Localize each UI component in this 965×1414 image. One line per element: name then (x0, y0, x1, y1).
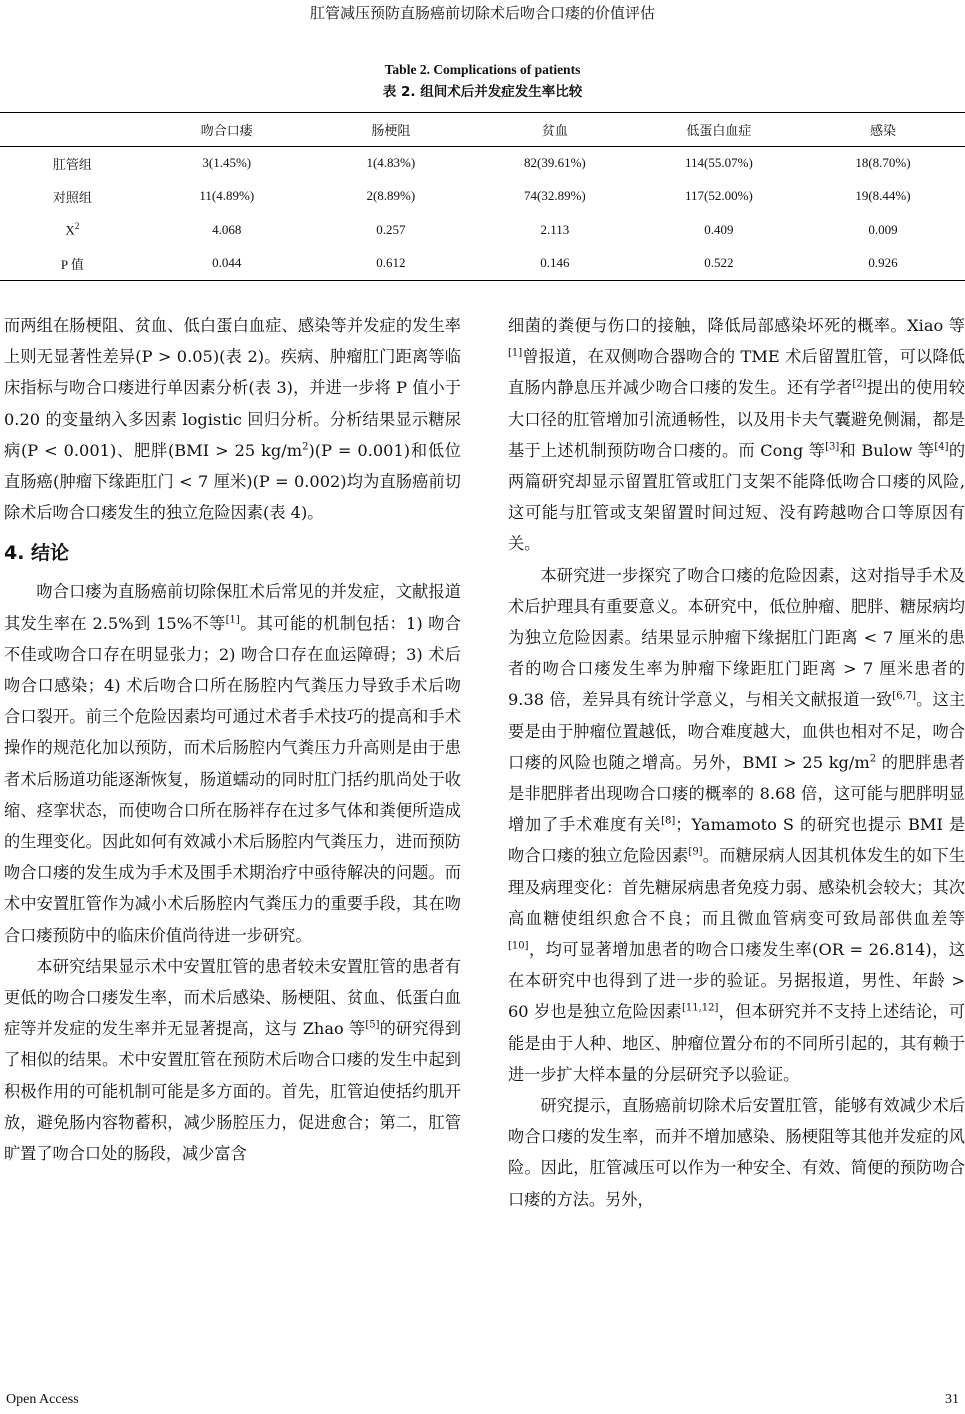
table-header-cell: 感染 (801, 113, 965, 147)
table-cell: 肛管组 (52, 156, 92, 172)
paragraph: 细菌的粪便与伤口的接触，降低局部感染坏死的概率。Xiao 等[1]曾报道，在双侧吻合器吻合的 TME 术后留置肛管，可以降低直肠内静息压并减少吻合口瘘的发生。还有学者[2]提出的使用较大口径的肛管增加引流通畅性，以及用卡夫气囊避免侧漏，都是基于上述机制预防吻合口瘘的。而 Cong 等[3]和 Bulow 等[4]的两篇研究却显示留置肛管或肛门支架不能降低吻合口瘘的风险,这可能与肛管或支架留置时间过短、没有跨越吻合口等原因有关。 (508, 316, 965, 554)
table-cell: 82(39.61%) (523, 155, 586, 170)
table-cell: P 值 (0, 247, 145, 281)
table-cell: 2(8.89%) (366, 188, 416, 204)
table-cell: 11(4.89%) (199, 188, 255, 204)
table-cell: 对照组 (52, 189, 92, 205)
table-header-cell: 贫血 (473, 113, 637, 147)
table-cell: 1(4.83%) (366, 155, 416, 170)
table-cell: 0.926 (801, 247, 965, 281)
table-caption-zh: 表 2. 组间术后并发症发生率比较 (382, 84, 583, 100)
table-cell: 117(52.00%) (685, 188, 753, 204)
table-header-cell: 吻合口瘘 (145, 113, 309, 147)
table-cell: 0.522 (637, 247, 801, 281)
table-row (0, 247, 965, 281)
section-heading: 4. 结论 (4, 542, 70, 565)
table-cell: 0.257 (376, 221, 406, 237)
paragraph: 本研究结果显示术中安置肛管的患者较未安置肛管的患者有更低的吻合口瘘发生率，而术后感染、肠梗阻、贫血、低蛋白血症等并发症的发生率并无显著提高，这与 Zhao 等[5]的研究得到了相似的结果。术中安置肛管在预防术后吻合口瘘的发生中起到积极作用的可能机制可能是多方面的。首先，肛管迫使括约肌开放，避免肠内容物蓄积，减少肠腔压力，促进愈合；第二，肛管旷置了吻合口处的肠段，减少富含 (4, 956, 462, 1164)
table-cell: 0.009 (868, 221, 898, 237)
table-cell: 0.409 (704, 221, 734, 237)
table-cell: 3(1.45%) (202, 155, 252, 170)
table-row (0, 146, 965, 180)
right-column (508, 310, 965, 1215)
table-header-cell (0, 113, 145, 147)
paragraph: 而两组在肠梗阻、贫血、低白蛋白血症、感染等并发症的发生率上则无显著性差异(P > 0.05)(表 2)。疾病、肿瘤肛门距离等临床指标与吻合口瘘进行单因素分析(表 3)，并进一步将 P 值小于 0.20 的变量纳入多因素 logistic 回归分析。分析结果显示糖尿病(P < 0.001)、肥胖(BMI > 25 $kg/m^2)(P = 0.001)$和低位直肠癌(肿瘤下缘距肛门 < 7 厘米)(P = 0.002)均为直肠癌前切除术后吻合口瘘发生的独立危险因素(表 4)。 (4, 316, 461, 523)
table-header-cell: 肠梗阻 (309, 113, 473, 147)
table-cell: 19(8.44%) (855, 188, 911, 204)
table-header-cell: 低蛋白血症 (637, 113, 801, 147)
table-cell: 114(55.07%) (685, 155, 753, 170)
paragraph: 研究提示，直肠癌前切除术后安置肛管，能够有效减少术后吻合口瘘的发生率，而并不增加感染、肠梗阻等其他并发症的风险。因此，肛管减压可以作为一种安全、有效、简便的预防吻合口瘘的方法。另外， (508, 1096, 965, 1209)
page-number: 31 (945, 1392, 959, 1407)
table-cell: 0.146 (473, 247, 637, 281)
paragraph: 本研究进一步探究了吻合口瘘的危险因素，这对指导手术及术后护理具有重要意义。本研究中，低位肿瘤、肥胖、糖尿病均为独立危险因素。结果显示肿瘤下缘据肛门距离 < 7 厘米的患者的吻合口瘘发生率为肿瘤下缘距肛门距离 > 7 厘米患者的 9.38 倍，差异具有统计学意义，与相关文献报道一致[6,7]。这主要是由于肿瘤位置越低，吻合难度越大，血供也相对不足，吻合口瘘的风险也随之增高。另外，BMI > 25 $kg/m^2$ 的肥胖患者是非肥胖者出现吻合口瘘的概率的 8.68 倍，这可能与肥胖明显增加了手术难度有关[8]；Yamamoto S 的研究也提示 BMI 是吻合口瘘的独立危险因素[9]。而糖尿病人因其机体发生的如下生理及病理变化：首先糖尿病患者免疫力弱、感染机会较大；其次高血糖使组织愈合不良；而且微血管病变可致局部供血差等[10]，均可显著增加患者的吻合口瘘发生率(OR = 26.814)，这在本研究中也得到了进一步的验证。另据报道，男性、年龄 > 60 岁也是独立危险因素[11,12]，但本研究并不支持上述结论，可能是由于人种、地区、肿瘤位置分布的不同所引起的，其有赖于进一步扩大样本量的分层研究予以验证。 (508, 565, 965, 1084)
table-cell: 74(32.89%) (523, 188, 586, 204)
running-header: 肛管减压预防直肠癌前切除术后吻合口瘘的价值评估 (309, 4, 655, 22)
table-caption-en: Table 2. Complications of patients (384, 62, 581, 77)
paragraph: 吻合口瘘为直肠癌前切除保肛术后常见的并发症，文献报道其发生率在 2.5%到 15%不等[1]。其可能的机制包括：1) 吻合不佳或吻合口存在明显张力；2) 吻合口存在血运障碍；3) 术后吻合口感染；4) 术后吻合口所在肠腔内气粪压力导致手术后吻合口裂开。前三个危险因素均可通过术者手术技巧的提高和手术操作的规范化加以预防，而术后肠腔内气粪压力升高则是由于患者术后肠道功能逐渐恢复，肠道蠕动的同时肛门括约肌尚处于收缩、痉挛状态，而使吻合口所在肠袢存在过多气体和粪便所造成的生理变化。因此如何有效减小术后肠腔内气粪压力，进而预防吻合口瘘的发生成为手术及围手术期治疗中亟待解决的问题。而术中安置肛管作为减小术后肠腔内气粪压力的重要手段，其在吻合口瘘预防中的临床价值尚待进一步研究。 (4, 582, 461, 945)
table-cell-chi-square: $X^2$ (65, 221, 80, 238)
table-row (0, 180, 965, 214)
left-column (4, 310, 461, 1169)
table-row (0, 213, 965, 247)
table-cell: 0.044 (145, 247, 309, 281)
table-cell: 0.612 (309, 247, 473, 281)
table-cell: 18(8.70%) (855, 155, 911, 170)
complications-table (0, 112, 965, 281)
table-cell: 4.068 (212, 221, 242, 237)
table-cell: 2.113 (540, 221, 570, 237)
table-header-row (0, 113, 965, 147)
footer-open-access: Open Access (6, 1392, 79, 1407)
